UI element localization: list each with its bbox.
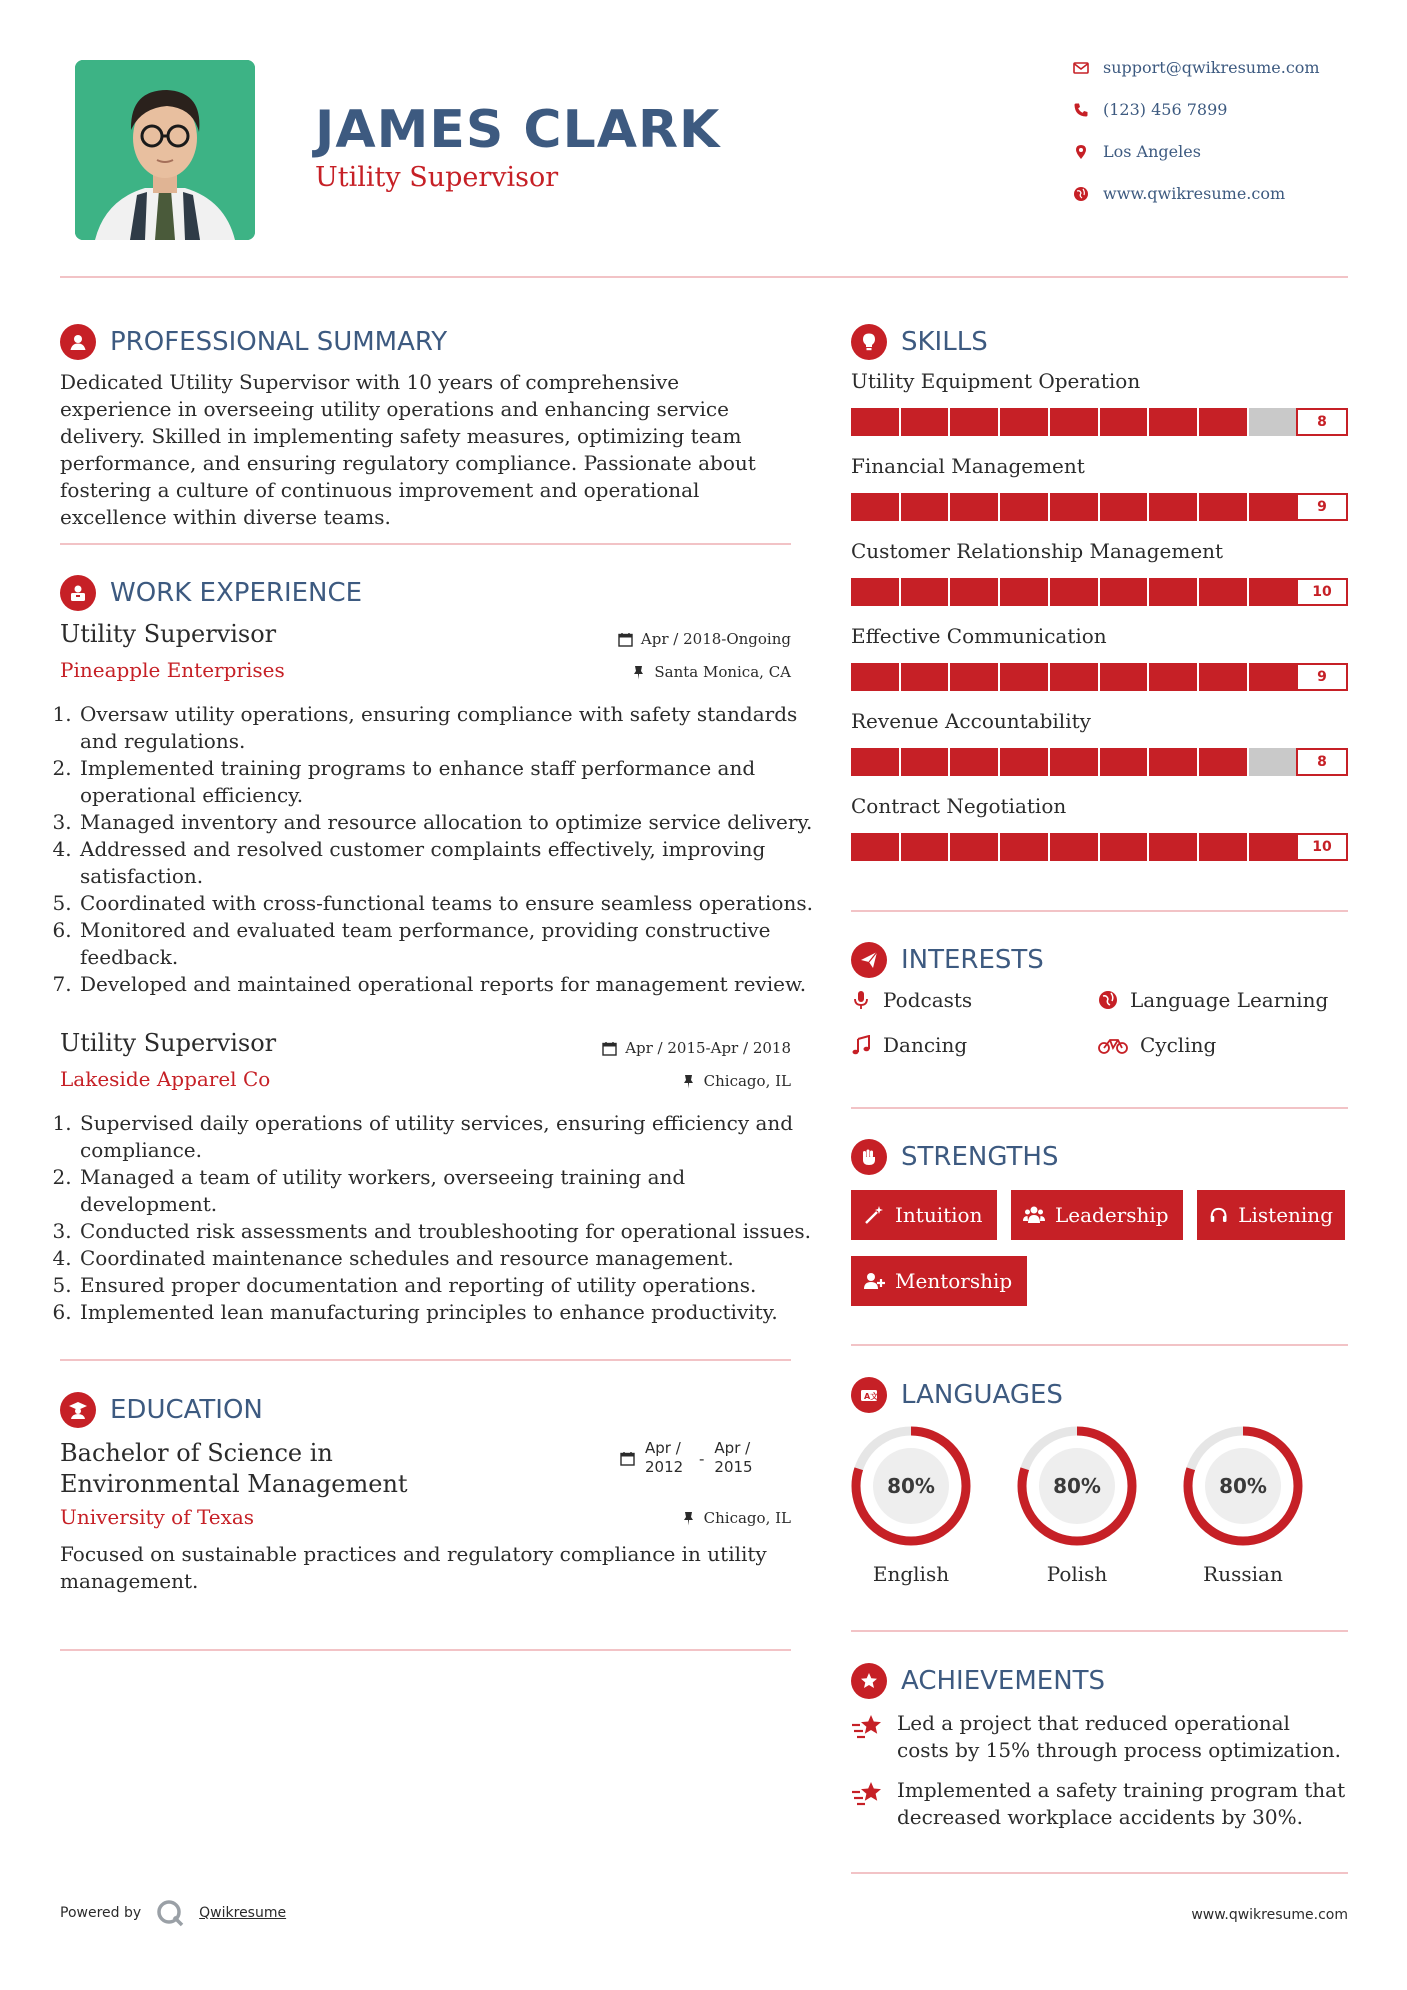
fist-icon (851, 1139, 887, 1175)
skill-bar (851, 578, 1348, 606)
globe-icon (1098, 990, 1118, 1010)
list-item: 5. Ensured proper documentation and reporting of utility operations. (78, 1272, 813, 1299)
skill-bar-segment (1050, 493, 1098, 521)
education-description: Focused on sustainable practices and regulatory compliance in utility management. (60, 1542, 767, 1593)
strengths-heading-text: STRENGTHS (901, 1142, 1059, 1172)
education-location-text: Chicago, IL (703, 1509, 791, 1527)
job-2-location-text: Chicago, IL (703, 1072, 791, 1090)
achievement-2 (851, 1777, 1348, 1831)
language-item (1015, 1424, 1139, 1586)
skill-bar-segment (851, 493, 899, 521)
strength-label: Mentorship (895, 1269, 1013, 1293)
skill-bar-segment (851, 578, 899, 606)
svg-text:A文: A文 (864, 1392, 879, 1401)
skill-bar-segment (1100, 493, 1148, 521)
graduate-icon (60, 1392, 96, 1428)
summary-text: Dedicated Utility Supervisor with 10 years of comprehensive experience in overseeing utility operations and enhancing service delivery. Skilled in implementing safety measures, optimizing team performance, and ensuring regulatory compliance. Passionate about fostering a culture of continuous improvement and operational excellence within diverse teams. (60, 370, 756, 529)
strength-label: Leadership (1055, 1203, 1169, 1227)
skill-bar-segment (1199, 493, 1247, 521)
achievements-heading (851, 1663, 1105, 1699)
list-item: 6. Implemented lean manufacturing principles to enhance productivity. (78, 1299, 813, 1326)
interest-label: Cycling (1140, 1033, 1217, 1057)
skill-bar-segment (1050, 833, 1098, 861)
skill-bar-segment (851, 408, 899, 436)
skills-heading-text: SKILLS (901, 327, 988, 357)
skill-bar-segment (901, 578, 949, 606)
contact-phone-text: (123) 456 7899 (1103, 100, 1228, 119)
job-2-location (491, 1072, 791, 1090)
strength-leadership (1011, 1190, 1183, 1240)
skill-bar-segment (1000, 748, 1048, 776)
skill-bar-segment (1149, 578, 1197, 606)
education-school: University of Texas (60, 1505, 255, 1529)
phone-icon (1073, 102, 1089, 118)
translate-icon (851, 1377, 887, 1413)
list-item: 1. Supervised daily operations of utility services, ensuring efficiency and compliance. (78, 1110, 813, 1164)
language-ring (849, 1424, 973, 1548)
strength-intuition (851, 1190, 997, 1240)
skill-bar-segment (1149, 663, 1197, 691)
skill-item (851, 624, 1348, 709)
list-item: 3. Managed inventory and resource allocation to optimize service delivery. (78, 809, 813, 836)
user-icon (60, 324, 96, 360)
lightbulb-icon (851, 324, 887, 360)
skill-bar-segment (1249, 748, 1297, 776)
skill-bar-segment (950, 493, 998, 521)
skill-bar-segment (851, 748, 899, 776)
achievements-divider (851, 1872, 1348, 1874)
skill-bar-segment (1149, 833, 1197, 861)
qwikresume-logo-icon (155, 1898, 185, 1928)
skill-bar-segment (851, 663, 899, 691)
skill-bar-segment (901, 408, 949, 436)
list-item: 2. Managed a team of utility workers, overseeing training and development. (78, 1164, 813, 1218)
languages-divider (851, 1630, 1348, 1632)
globe-icon (1073, 186, 1089, 202)
job-1-duties (60, 701, 813, 998)
magic-wand-icon (863, 1204, 885, 1226)
pin-icon (681, 1074, 696, 1089)
skill-bar (851, 748, 1348, 776)
achievements-heading-text: ACHIEVEMENTS (901, 1666, 1106, 1696)
interest-podcasts (851, 988, 972, 1012)
list-item: 3. Conducted risk assessments and troubleshooting for operational issues. (78, 1218, 813, 1245)
skill-level-value: 10 (1296, 833, 1348, 861)
contact-email[interactable] (1073, 58, 1373, 77)
interest-label: Dancing (883, 1033, 968, 1057)
skill-bar-segment (950, 748, 998, 776)
summary-heading (60, 324, 447, 360)
contact-location (1073, 142, 1373, 161)
calendar-icon (620, 1451, 635, 1466)
skill-name: Financial Management (851, 454, 1085, 478)
footer-brand-link[interactable]: Qwikresume (199, 1905, 287, 1921)
job-1-date-text: Apr / 2018-Ongoing (640, 630, 791, 648)
experience-divider (60, 1359, 791, 1361)
strengths-divider (851, 1344, 1348, 1346)
skill-bar-segment (1199, 748, 1247, 776)
language-name: English (872, 1562, 950, 1586)
music-note-icon (851, 1035, 871, 1055)
skill-item (851, 794, 1348, 879)
education-heading-text: EDUCATION (110, 1395, 263, 1425)
language-percent: 80% (887, 1474, 935, 1498)
list-item: 1. Oversaw utility operations, ensuring compliance with safety standards and regulations. (78, 701, 813, 755)
skill-level-value: 10 (1296, 578, 1348, 606)
language-percent: 80% (1219, 1474, 1267, 1498)
skill-name: Revenue Accountability (851, 709, 1091, 733)
skill-bar-segment (1249, 493, 1297, 521)
skills-list (851, 369, 1348, 879)
skill-bar-segment (851, 833, 899, 861)
pin-icon (681, 1511, 696, 1526)
job-1-company: Pineapple Enterprises (60, 658, 285, 682)
contact-website[interactable] (1073, 184, 1373, 203)
job-2-date-text: Apr / 2015-Apr / 2018 (625, 1039, 791, 1057)
skill-bar-segment (1249, 578, 1297, 606)
skill-bar-segment (1100, 663, 1148, 691)
education-degree: Bachelor of Science in Environmental Management (60, 1439, 408, 1498)
skill-name: Customer Relationship Management (851, 539, 1224, 563)
job-2-title: Utility Supervisor (60, 1029, 277, 1057)
list-item: 6. Monitored and evaluated team performance, providing constructive feedback. (78, 917, 813, 971)
skill-bar-segment (1199, 663, 1247, 691)
users-icon (1023, 1204, 1045, 1226)
skill-bar-segment (950, 833, 998, 861)
skill-bar-segment (1000, 493, 1048, 521)
skills-heading (851, 324, 988, 360)
summary-divider (60, 543, 791, 545)
interests-heading-text: INTERESTS (901, 945, 1044, 975)
interest-dancing (851, 1033, 967, 1057)
language-percent: 80% (1053, 1474, 1101, 1498)
skill-bar-segment (1199, 833, 1247, 861)
skill-bar-segment (1249, 408, 1297, 436)
interest-language-learning (1098, 988, 1328, 1012)
skill-name: Utility Equipment Operation (851, 369, 1141, 393)
skill-bar-segment (1199, 578, 1247, 606)
skill-bar-segment (901, 833, 949, 861)
experience-heading (60, 575, 362, 611)
contact-location-text: Los Angeles (1103, 142, 1201, 161)
interests-heading (851, 942, 1044, 978)
calendar-icon (618, 632, 633, 647)
shooting-star-icon (851, 1779, 885, 1809)
skill-bar-segment (1000, 408, 1048, 436)
languages-heading-text: LANGUAGES (901, 1380, 1063, 1410)
bicycle-icon (1098, 1035, 1128, 1055)
education-date-end: Apr / 2015 (714, 1439, 753, 1476)
user-plus-icon (863, 1270, 885, 1292)
strength-label: Intuition (895, 1203, 983, 1227)
skill-bar-segment (901, 748, 949, 776)
skill-bar-segment (1249, 663, 1297, 691)
skill-bar-segment (1199, 408, 1247, 436)
skill-bar (851, 833, 1348, 861)
list-item: 2. Implemented training programs to enhance staff performance and operational efficiency. (78, 755, 813, 809)
envelope-icon (1073, 60, 1089, 76)
job-2-duties (60, 1110, 813, 1326)
contact-website-text: www.qwikresume.com (1103, 184, 1286, 203)
header-divider (60, 276, 1348, 278)
skill-bar-segment (1050, 408, 1098, 436)
footer-powered (60, 1898, 286, 1928)
education-divider (60, 1649, 791, 1651)
experience-heading-text: WORK EXPERIENCE (110, 578, 363, 608)
language-item (849, 1424, 973, 1586)
skill-bar-segment (1149, 408, 1197, 436)
strength-label: Listening (1238, 1203, 1333, 1227)
skill-bar-segment (1100, 748, 1148, 776)
interest-label: Podcasts (883, 988, 973, 1012)
skill-level-value: 8 (1296, 408, 1348, 436)
candidate-name: JAMES CLARK (315, 100, 721, 160)
job-1-location (491, 663, 791, 681)
map-pin-icon (1073, 144, 1089, 160)
skill-bar-segment (901, 493, 949, 521)
pin-icon (631, 665, 646, 680)
strength-mentorship (851, 1256, 1027, 1306)
skill-bar-segment (1100, 578, 1148, 606)
skill-level-value: 8 (1296, 748, 1348, 776)
skill-level-value: 9 (1296, 663, 1348, 691)
skill-bar-segment (950, 663, 998, 691)
list-item: 4. Coordinated maintenance schedules and resource management. (78, 1245, 813, 1272)
languages-list (849, 1424, 1349, 1586)
skill-bar-segment (1149, 748, 1197, 776)
skill-bar (851, 663, 1348, 691)
candidate-title: Utility Supervisor (315, 162, 559, 193)
list-item: 5. Coordinated with cross-functional teams to ensure seamless operations. (78, 890, 813, 917)
skill-name: Contract Negotiation (851, 794, 1067, 818)
summary-heading-text: PROFESSIONAL SUMMARY (110, 327, 448, 357)
contact-phone[interactable] (1073, 100, 1373, 119)
strengths-heading (851, 1139, 1059, 1175)
contact-email-text: support@qwikresume.com (1103, 58, 1320, 77)
skill-bar-segment (1050, 748, 1098, 776)
skill-bar (851, 408, 1348, 436)
skill-bar-segment (1050, 663, 1098, 691)
calendar-icon (602, 1041, 617, 1056)
skill-level-value: 9 (1296, 493, 1348, 521)
skill-bar (851, 493, 1348, 521)
skills-divider (851, 910, 1348, 912)
paper-plane-icon (851, 942, 887, 978)
language-ring (1015, 1424, 1139, 1548)
job-1-date (491, 630, 791, 648)
languages-heading (851, 1377, 1063, 1413)
education-location (491, 1509, 791, 1527)
job-2-date (491, 1039, 791, 1057)
skill-bar-segment (950, 408, 998, 436)
language-name: Polish (1046, 1562, 1108, 1586)
achievement-text: Led a project that reduced operational costs by 15% through process optimization. (897, 1711, 1342, 1762)
briefcase-user-icon (60, 575, 96, 611)
education-date-sep: - (699, 1450, 705, 1468)
achievement-text: Implemented a safety training program that decreased workplace accidents by 30%. (897, 1778, 1346, 1829)
skill-bar-segment (1000, 663, 1048, 691)
language-name: Russian (1203, 1562, 1283, 1586)
list-item: 7. Developed and maintained operational reports for management review. (78, 971, 813, 998)
skill-name: Effective Communication (851, 624, 1107, 648)
achievement-1 (851, 1710, 1348, 1764)
skill-bar-segment (901, 663, 949, 691)
skill-item (851, 709, 1348, 794)
language-item (1181, 1424, 1305, 1586)
skill-bar-segment (1100, 833, 1148, 861)
skill-bar-segment (1149, 493, 1197, 521)
footer-powered-text: Powered by (60, 1905, 142, 1921)
skill-bar-segment (950, 578, 998, 606)
skill-bar-segment (1249, 833, 1297, 861)
education-date-start: Apr / 2012 (645, 1439, 684, 1476)
strength-listening (1197, 1190, 1345, 1240)
job-1-title: Utility Supervisor (60, 620, 277, 648)
footer-website[interactable]: www.qwikresume.com (1191, 1907, 1348, 1923)
language-ring (1181, 1424, 1305, 1548)
interest-cycling (1098, 1033, 1216, 1057)
profile-photo (75, 60, 255, 240)
list-item: 4. Addressed and resolved customer complaints effectively, improving satisfaction. (78, 836, 813, 890)
shooting-star-icon (851, 1712, 885, 1742)
skill-bar-segment (1000, 578, 1048, 606)
education-heading (60, 1392, 263, 1428)
job-2-company: Lakeside Apparel Co (60, 1067, 271, 1091)
skill-item (851, 539, 1348, 624)
microphone-icon (851, 990, 871, 1010)
education-dates (620, 1439, 791, 1477)
skill-bar-segment (1000, 833, 1048, 861)
skill-bar-segment (1100, 408, 1148, 436)
star-badge-icon (851, 1663, 887, 1699)
interest-label: Language Learning (1130, 988, 1329, 1012)
skill-bar-segment (1050, 578, 1098, 606)
skill-item (851, 454, 1348, 539)
skill-item (851, 369, 1348, 454)
interests-divider (851, 1107, 1348, 1109)
job-1-location-text: Santa Monica, CA (654, 663, 791, 681)
headphones-icon (1209, 1204, 1228, 1226)
